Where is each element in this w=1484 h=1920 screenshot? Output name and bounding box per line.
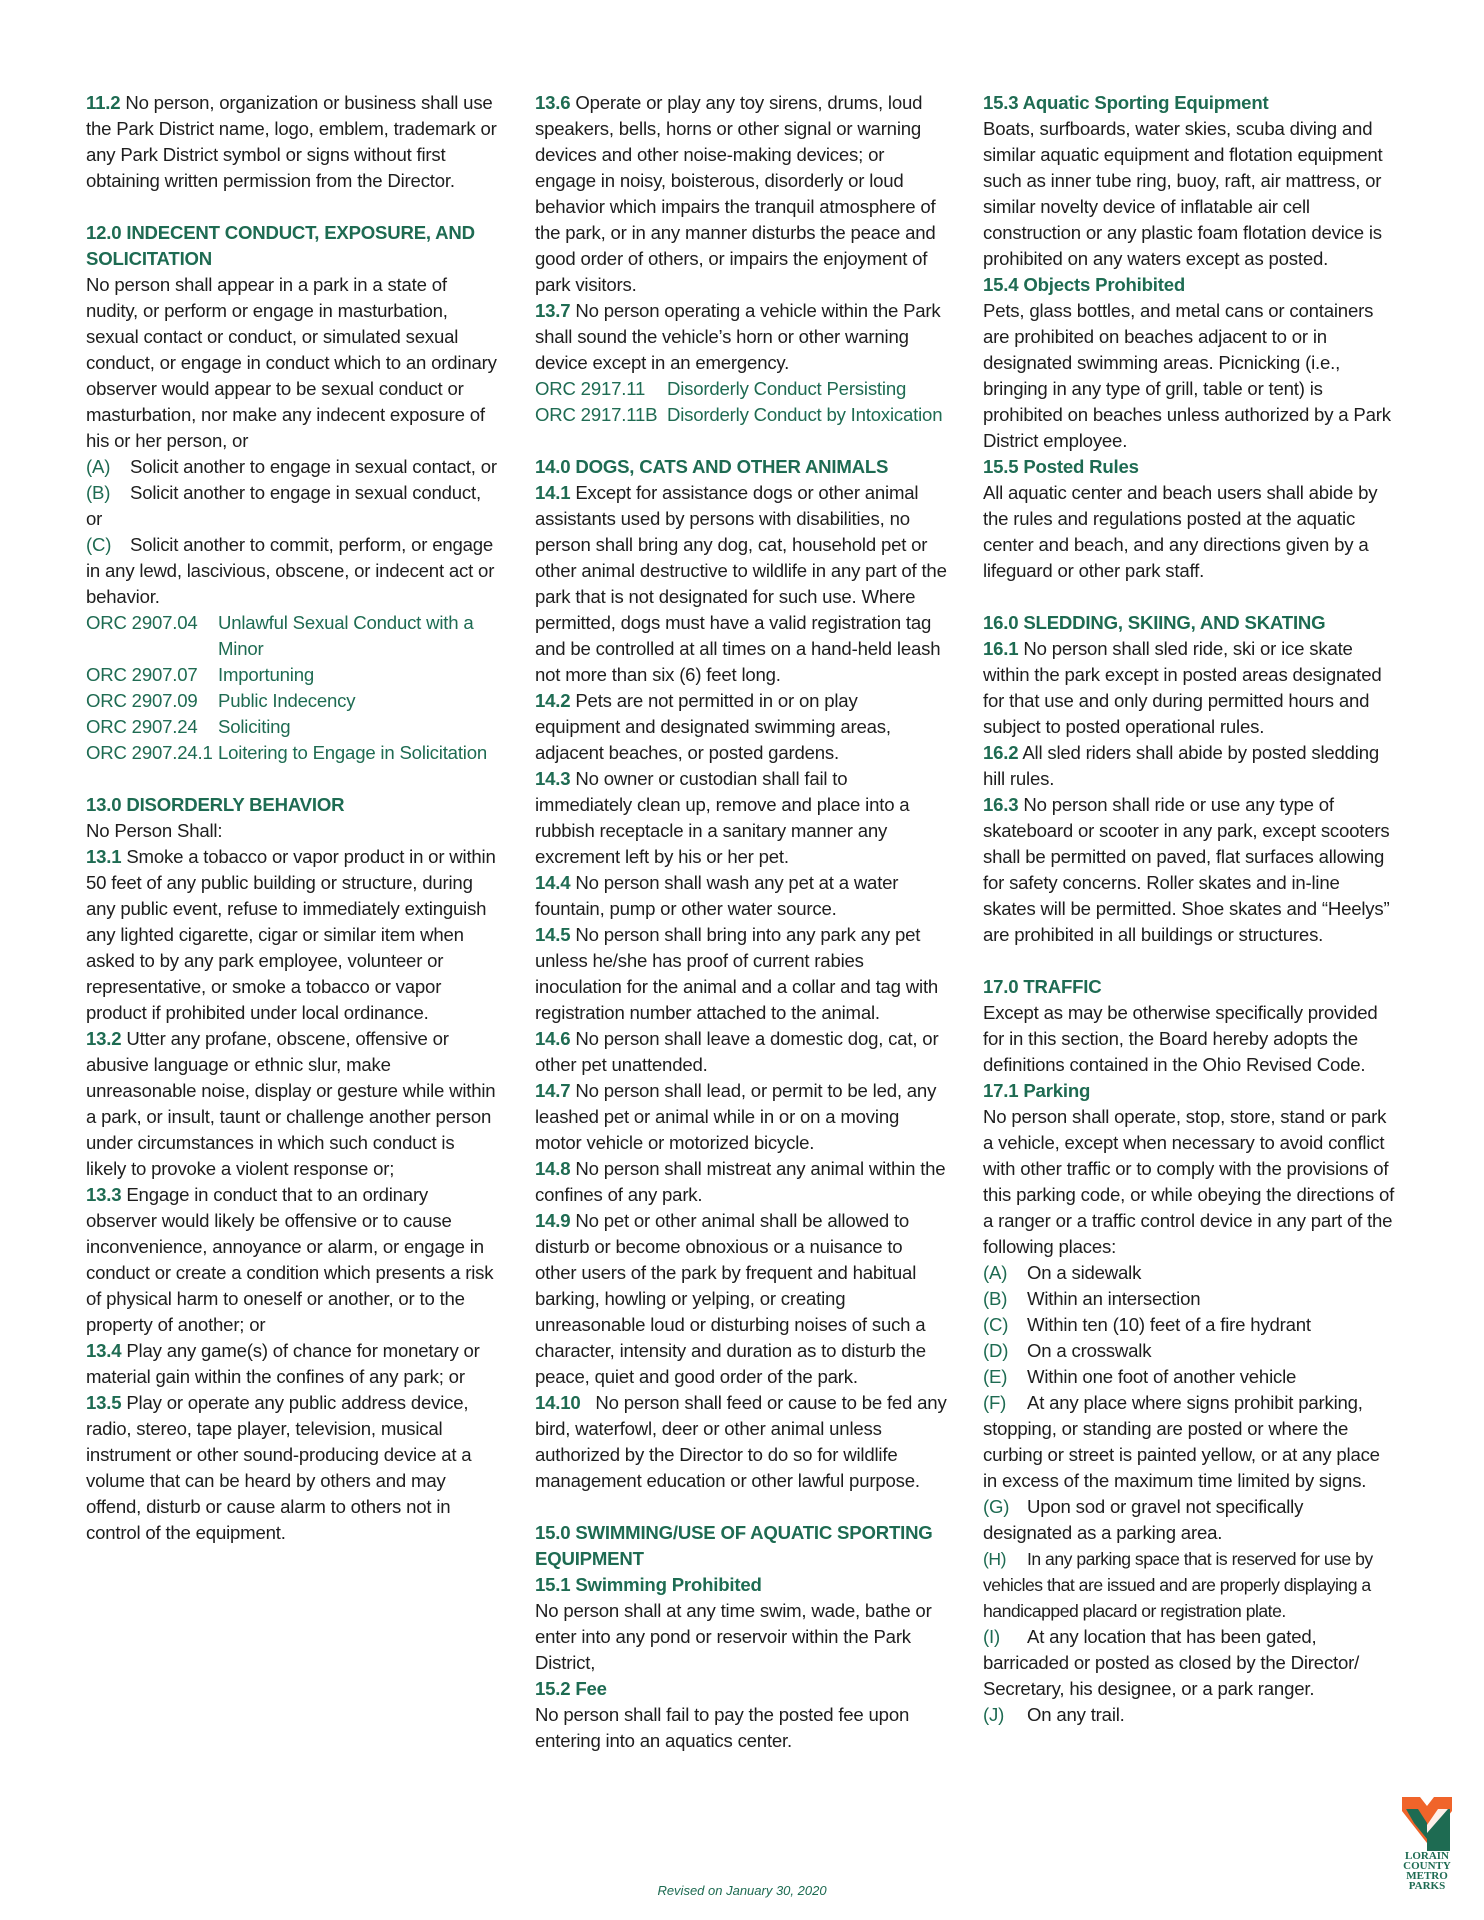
section-15-2-text: No person shall fail to pay the posted fee upon entering into an aquatics center.	[535, 1704, 910, 1751]
section-17-text: Except as may be otherwise specifically provided for in this section, the Board hereby adopts the definitions contained in the Ohio Revised Code.	[983, 1002, 1378, 1075]
orc-reference: ORC 2917.11B Disorderly Conduct by Intoxication	[535, 404, 943, 425]
heading-14: 14.0 DOGS, CATS AND OTHER ANIMALS	[535, 456, 889, 477]
section-15-1-text: No person shall at any time swim, wade, bathe or enter into any pond or reservoir within the Park District,	[535, 1600, 932, 1673]
list-item: (I) At any location that has been gated, barricaded or posted as closed by the Director/ Secretary, his designee, or a park ranger.	[983, 1626, 1360, 1699]
revision-date: Revised on January 30, 2020	[657, 1883, 827, 1898]
section-17-1-title: 17.1 Parking	[983, 1080, 1091, 1101]
list-item: (E) Within one foot of another vehicle	[983, 1366, 1297, 1387]
section-13-1: 13.1 Smoke a tobacco or vapor product in or within 50 feet of any public building or structure, during any public event, refuse to immediately extinguish any lighted cigarette, cigar or similar item when asked to by any park employee, volunteer or representative, or smoke a tobacco or vapor product if prohibited under local ordinance.	[86, 846, 496, 1023]
list-item: (D) On a crosswalk	[983, 1340, 1152, 1361]
section-14-1: 14.1 Except for assistance dogs or other animal assistants used by persons with disabilities, no person shall bring any dog, cat, household pet or other animal destructive to wildlife in any part of the park that is not designated for such use. Where permitted, dogs must have a valid registration tag and be controlled at all times on a hand-held leash not more than six (6) feet long.	[535, 482, 947, 685]
section-14-9: 14.9 No pet or other animal shall be allowed to disturb or become obnoxious or a nuisance to other users of the park by frequent and habitual barking, howling or yelping, or creating unreasonable loud or disturbing noises of such a character, intensity and duration as to disturb the peace, quiet and good order of the park.	[535, 1210, 926, 1387]
section-13-intro: No Person Shall:	[86, 820, 223, 841]
section-15-5-text: All aquatic center and beach users shall abide by the rules and regulations posted at the aquatic center and beach, and any directions given by a lifeguard or other park staff.	[983, 482, 1378, 581]
list-item: (G) Upon sod or gravel not specifically designated as a parking area.	[983, 1496, 1304, 1543]
section-15-4-text: Pets, glass bottles, and metal cans or containers are prohibited on beaches adjacent to or in designated swimming areas. Picnicking (i.e., bringing in any type of grill, table or tent) is prohibited on beaches unless authorized by a Park District employee.	[983, 300, 1391, 451]
orc-reference: ORC 2907.04 Unlawful Sexual Conduct with a Minor	[86, 612, 474, 659]
list-item: (C) Solicit another to commit, perform, or engage in any lewd, lascivious, obscene, or indecent act or behavior.	[86, 534, 495, 607]
section-14-6: 14.6 No person shall leave a domestic dog, cat, or other pet unattended.	[535, 1028, 939, 1075]
section-14-5: 14.5 No person shall bring into any park any pet unless he/she has proof of current rabies inoculation for the animal and a collar and tag with registration number attached to the animal.	[535, 924, 939, 1023]
section-14-8: 14.8 No person shall mistreat any animal within the confines of any park.	[535, 1158, 946, 1205]
section-11-2: 11.2 No person, organization or business shall use the Park District name, logo, emblem, trademark or any Park District symbol or signs without first obtaining written permission from the Director.	[86, 92, 497, 191]
section-17-1-text: No person shall operate, stop, store, stand or park a vehicle, except when necessary to avoid conflict with other traffic or to comply with the provisions of this parking code, or while obeying the directions of a ranger or a traffic control device in any part of the following places:	[983, 1106, 1395, 1257]
list-item: (B) Within an intersection	[983, 1288, 1201, 1309]
orc-reference: ORC 2917.11 Disorderly Conduct Persisting	[535, 378, 907, 399]
heading-15: 15.0 SWIMMING/USE OF AQUATIC SPORTING EQUIPMENT	[535, 1522, 933, 1569]
section-15-1-title: 15.1 Swimming Prohibited	[535, 1574, 762, 1595]
column-2	[535, 90, 952, 1754]
section-15-2-title: 15.2 Fee	[535, 1678, 607, 1699]
section-15-3-title: 15.3 Aquatic Sporting Equipment	[983, 92, 1269, 113]
park-logo-icon	[1398, 1793, 1456, 1851]
section-16-3: 16.3 No person shall ride or use any type of skateboard or scooter in any park, except scooters shall be permitted on paved, flat surfaces allowing for safety concerns. Roller skates and in-line skates will be permitted. Shoe skates and “Heelys” are prohibited in all buildings or structures.	[983, 794, 1390, 945]
section-13-2: 13.2 Utter any profane, obscene, offensive or abusive language or ethnic slur, make unreasonable noise, display or gesture while within a park, or insult, taunt or challenge another person under circumstances in which such conduct is likely to provoke a violent response or;	[86, 1028, 496, 1179]
section-14-7: 14.7 No person shall lead, or permit to be led, any leashed pet or animal while in or on a moving motor vehicle or motorized bicycle.	[535, 1080, 937, 1153]
section-13-6: 13.6 Operate or play any toy sirens, drums, loud speakers, bells, horns or other signal or warning devices and other noise-making devices; or engage in noisy, boisterous, disorderly or loud behavior which impairs the tranquil atmosphere of the park, or in any manner disturbs the peace and good order of others, or impairs the enjoyment of park visitors.	[535, 92, 936, 295]
park-logo	[1398, 1793, 1456, 1891]
list-item: (F) At any place where signs prohibit parking, stopping, or standing are posted or where the curbing or street is painted yellow, or at any place in excess of the maximum time limited by signs.	[983, 1392, 1380, 1491]
section-13-4: 13.4 Play any game(s) of chance for monetary or material gain within the confines of any park; or	[86, 1340, 480, 1387]
list-item: (C) Within ten (10) feet of a fire hydrant	[983, 1314, 1311, 1335]
orc-reference: ORC 2907.24 Soliciting	[86, 716, 291, 737]
section-12-text: No person shall appear in a park in a state of nudity, or perform or engage in masturbation, sexual contact or conduct, or simulated sexual conduct, or engage in conduct which to an ordinary observer would appear to be sexual conduct or masturbation, nor make any indecent exposure of his or her person, or	[86, 274, 497, 451]
list-item: (J) On any trail.	[983, 1704, 1125, 1725]
orc-reference: ORC 2907.24.1 Loitering to Engage in Solicitation	[86, 742, 487, 763]
list-item: (H) In any parking space that is reserved for use by vehicles that are issued and are properly displaying a handicapped placard or registration plate.	[983, 1549, 1373, 1621]
orc-reference: ORC 2907.07 Importuning	[86, 664, 314, 685]
section-14-2: 14.2 Pets are not permitted in or on play equipment and designated swimming areas, adjacent beaches, or posted gardens.	[535, 690, 891, 763]
section-13-5: 13.5 Play or operate any public address device, radio, stereo, tape player, television, musical instrument or other sound-producing device at a volume that can be heard by others and may offend, disturb or cause alarm to others not in control of the equipment.	[86, 1392, 472, 1543]
section-14-10: 14.10 No person shall feed or cause to be fed any bird, waterfowl, deer or other animal unless authorized by the Director to do so for wildlife management education or other lawful purpose.	[535, 1392, 952, 1491]
section-15-4-title: 15.4 Objects Prohibited	[983, 274, 1186, 295]
list-item: (A) Solicit another to engage in sexual contact, or	[86, 456, 497, 477]
section-15-5-title: 15.5 Posted Rules	[983, 456, 1139, 477]
heading-13: 13.0 DISORDERLY BEHAVIOR	[86, 794, 345, 815]
orc-reference: ORC 2907.09 Public Indecency	[86, 690, 356, 711]
heading-12: 12.0 INDECENT CONDUCT, EXPOSURE, AND SOLICITATION	[86, 222, 475, 269]
logo-text: LORAIN COUNTY METRO PARKS	[1403, 1850, 1451, 1892]
section-14-3: 14.3 No owner or custodian shall fail to immediately clean up, remove and place into a rubbish receptacle in a sanitary manner any excrement left by his or her pet.	[535, 768, 910, 867]
section-13-3: 13.3 Engage in conduct that to an ordinary observer would likely be offensive or to cause inconvenience, annoyance or alarm, or engage in conduct or create a condition which presents a risk of physical harm to oneself or another, or to the property of another; or	[86, 1184, 494, 1335]
section-16-1: 16.1 No person shall sled ride, ski or ice skate within the park except in posted areas designated for that use and only during permitted hours and subject to posted operational rules.	[983, 638, 1382, 737]
heading-16: 16.0 SLEDDING, SKIING, AND SKATING	[983, 612, 1326, 633]
list-item: (B) Solicit another to engage in sexual conduct, or	[86, 482, 481, 529]
section-15-3-text: Boats, surfboards, water skies, scuba diving and similar aquatic equipment and flotation equipment such as inner tube ring, buoy, raft, air mattress, or similar novelty device of inflatable air cell construction or any plastic foam flotation device is prohibited on any waters except as posted.	[983, 118, 1383, 269]
section-14-4: 14.4 No person shall wash any pet at a water fountain, pump or other water source.	[535, 872, 899, 919]
section-13-7: 13.7 No person operating a vehicle within the Park shall sound the vehicle’s horn or other warning device except in an emergency.	[535, 300, 941, 373]
list-item: (A) On a sidewalk	[983, 1262, 1142, 1283]
heading-17: 17.0 TRAFFIC	[983, 976, 1102, 997]
column-1	[86, 90, 498, 1546]
section-16-2: 16.2 All sled riders shall abide by posted sledding hill rules.	[983, 742, 1380, 789]
column-3	[983, 90, 1395, 1728]
